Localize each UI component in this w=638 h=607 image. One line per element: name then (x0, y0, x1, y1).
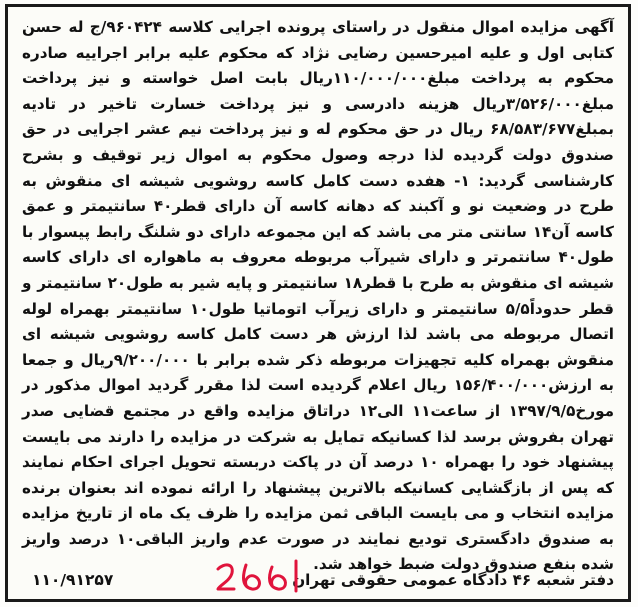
handwritten-stamp-mark (212, 555, 322, 595)
notice-footer (22, 559, 614, 593)
reference-number: ۱۱۰/۹۱۲۵۷ (32, 571, 114, 589)
court-office-label: دفتر شعبه ۴۶ دادگاه عمومی حقوقی تهران (292, 571, 614, 589)
notice-frame (5, 4, 631, 602)
notice-body-text: آگهی مزایده اموال منقول در راستای پرونده اجرایی کلاسه ۹۶۰۴۲۴/ج له حسن کتابی اول و علیه امیرحسین رضایی نژاد که محکوم علیه برابر اجراییه صادره محکوم به پرداخت مبلغ۱۱۰/۰۰۰/۰۰۰ریال بابت اصل خواسته و نیز پرداخت مبلغ۳/۵۲۶/۰۰۰ریال هزینه دادرسی و نیز پرداخت خسارت تاخیر در تادیه بمبلغ۶۸/۵۸۳/۶۷۷ ریال در حق محکوم له و نیز پرداخت نیم عشر اجرایی در حق صندوق دولت گردیده لذا درجه وصول محکوم به اموال زیر توقیف و بشرح کارشناسی گردید: ۱- هفده دست کامل کاسه روشویی شیشه ای منقوش به طرح در وضعیت نو و آکبند که دهانه کاسه آن دارای قطر۴۰ سانتیمتر و عمق کاسه آن۱۴ سانتی متر می باشد که این مجموعه دارای دو شلنگ رابط پیسوار با طول۴۰ سانتمرتر و دارای شیرآب مربوطه معروف به ماهواره ای دارای کاسه شیشه ای منقوش به طرح با قطر۱۸ سانتیمتر و پایه شیر به طول۲۰ سانتیمتر و قطر حدوداً۵/۵ سانتیمتر و دارای زیرآب اتوماتیا طول۱۰ سانتیمتر بهمراه لوله اتصال مربوطه می باشد لذا ارزش هر دست کامل کاسه روشویی شیشه ای منقوش بهمراه کلیه تجهیزات مربوطه ذکر شده برابر با ۹/۲۰۰/۰۰۰ریال و جمعا به ارزش۱۵۶/۴۰۰/۰۰۰ ریال اعلام گردیده است لذا مقرر گردید اموال مذکور در مورخ۱۳۹۷/۹/۵ از ساعت۱۱ الی۱۲ دراتاق مزایده واقع در مجتمع قضایی صدر تهران بفروش برسد لذا کسانیکه تمایل به شرکت در مزایده را دارند می بایست پیشنهاد خود را بهمراه ۱۰ درصد آن در پاکت دربسته تحویل اجرای احکام نمایند که پس از بازگشایی کسانیکه بالاترین پیشنهاد را ارائه نموده اند بعنوان برنده مزایده انتخاب و می بایست الباقی ثمن مزایده را ظرف یک ماه از تاریخ مزایده به صندوق دادگستری تودیع نمایند در صورت عدم واریز الباقی۱۰ درصد واریز شده بنفع صندوق دولت ضبط خواهد شد. (22, 18, 614, 574)
